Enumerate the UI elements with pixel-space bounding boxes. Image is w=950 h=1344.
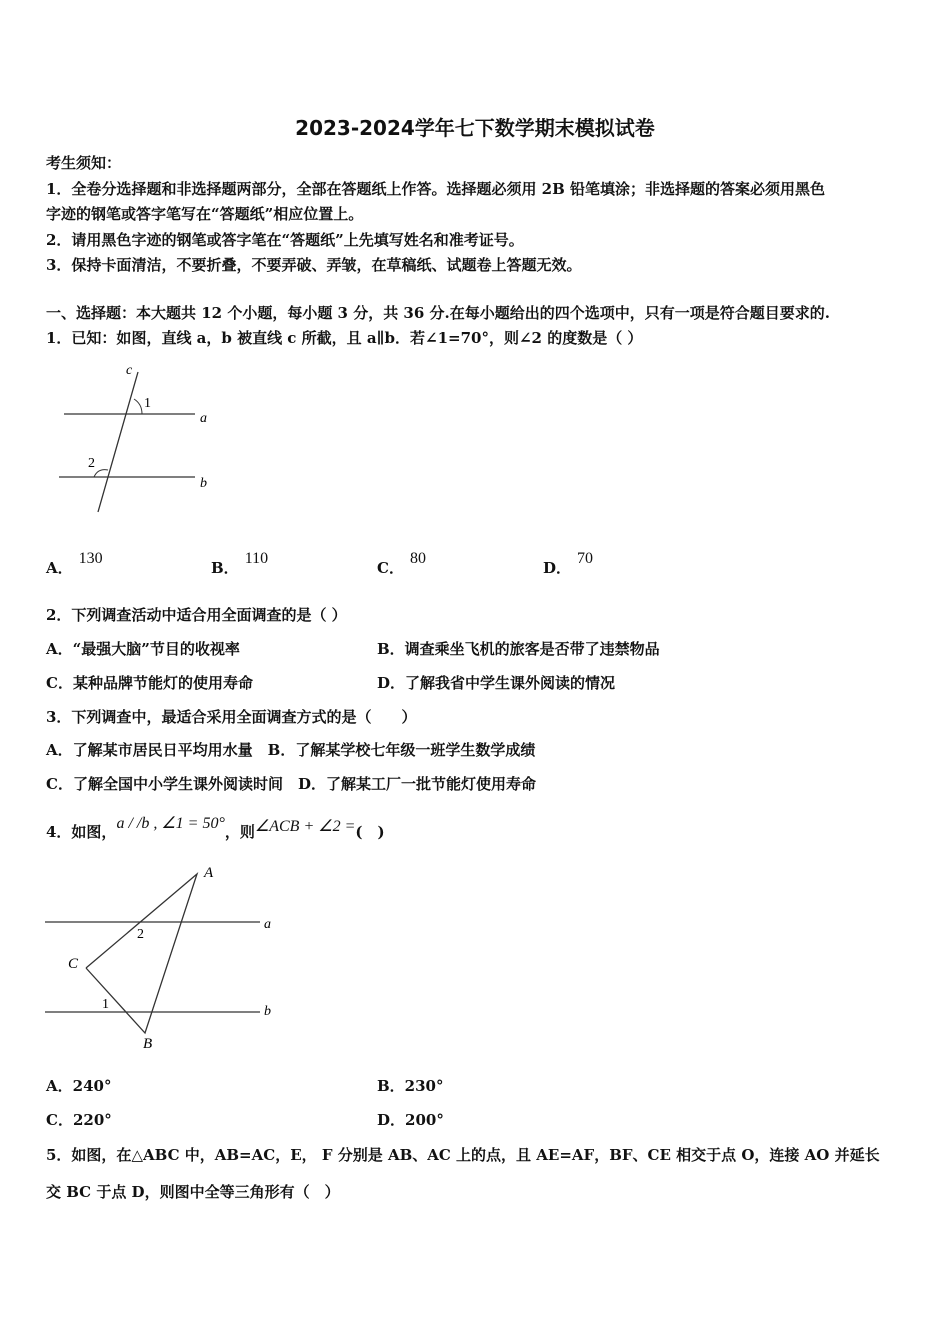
label-1: 1 (102, 997, 109, 1012)
q4-expression: ∠ACB + ∠2 = (254, 818, 356, 835)
q1-option-d: D．70 (543, 550, 594, 577)
q4-figure (40, 855, 290, 1055)
q3-options-cd: C．了解全国中小学生课外阅读时间 D．了解某工厂一批节能灯使用寿命 (46, 775, 536, 793)
notice-item-1b: 字迹的钢笔或答字笔写在“答题纸”相应位置上。 (46, 205, 364, 223)
q2-option-b: B．调查乘坐飞机的旅客是否带了违禁物品 (377, 640, 660, 658)
label-b: b (264, 1004, 271, 1019)
q2-option-a: A．“最强大脑”节目的收视率 (46, 640, 240, 658)
q3-stem: 3．下列调查中，最适合采用全面调查方式的是（ ） (46, 708, 417, 726)
q1-stem: 1．已知：如图，直线 a，b 被直线 c 所截，且 a∥b．若∠1=70°，则∠2 的度数是（ ） (46, 329, 643, 347)
q1-option-b: B．110 (211, 550, 269, 577)
notice-item-2: 2．请用黑色字迹的钢笔或答字笔在“答题纸”上先填写姓名和准考证号。 (46, 231, 524, 249)
q4-option-a: A．240° (46, 1077, 112, 1095)
label-a: a (200, 411, 207, 426)
notice-item-3: 3．保持卡面清洁，不要折叠，不要弄破、弄皱，在草稿纸、试题卷上答题无效。 (46, 256, 582, 274)
q2-option-c: C．某种品牌节能灯的使用寿命 (46, 674, 253, 692)
section-heading: 一、选择题：本大题共 12 个小题，每小题 3 分，共 36 分.在每小题给出的四个选项中，只有一项是符合题目要求的. (46, 304, 830, 322)
q4-condition: a / /b , ∠1 = 50° (116, 815, 225, 832)
notice-item-1a: 1．全卷分选择题和非选择题两部分，全部在答题纸上作答。选择题必须用 2B 铅笔填涂；非选择题的答案必须用黑色 (46, 180, 826, 198)
q4-option-c: C．220° (46, 1111, 112, 1129)
label-2: 2 (88, 456, 95, 471)
q4-stem: 4．如图，a / /b , ∠1 = 50°，则∠ACB + ∠2 =( ) (46, 815, 385, 841)
line-c (98, 372, 138, 512)
label-A: A (204, 865, 214, 881)
q4-option-b: B．230° (377, 1077, 444, 1095)
label-B: B (143, 1036, 153, 1052)
page-title: 2023-2024学年七下数学期末模拟试卷 (295, 116, 655, 140)
q1-figure (50, 360, 230, 520)
q1-option-a: A．130 (46, 550, 103, 577)
label-a: a (264, 917, 271, 932)
label-2: 2 (137, 927, 144, 942)
label-C: C (68, 956, 79, 972)
q5-stem-line2: 交 BC 于点 D，则图中全等三角形有（ ） (46, 1183, 340, 1201)
label-b: b (200, 476, 207, 491)
label-c: c (126, 363, 133, 378)
q4-option-d: D．200° (377, 1111, 444, 1129)
label-1: 1 (144, 396, 151, 411)
q1-option-c: C．80 (377, 550, 426, 577)
angle-1-arc (134, 399, 142, 414)
q3-options-ab: A．了解某市居民日平均用水量 B．了解某学校七年级一班学生数学成绩 (46, 741, 536, 759)
q5-stem-line1: 5．如图，在△ABC 中，AB=AC，E， F 分别是 AB、AC 上的点，且 AE=AF，BF、CE 相交于点 O，连接 AO 并延长 (46, 1146, 880, 1164)
angle-2-arc (94, 470, 108, 477)
q2-option-d: D．了解我省中学生课外阅读的情况 (377, 674, 616, 692)
notice-heading: 考生须知： (46, 154, 122, 172)
q2-stem: 2．下列调查活动中适合用全面调查的是（ ） (46, 606, 347, 624)
